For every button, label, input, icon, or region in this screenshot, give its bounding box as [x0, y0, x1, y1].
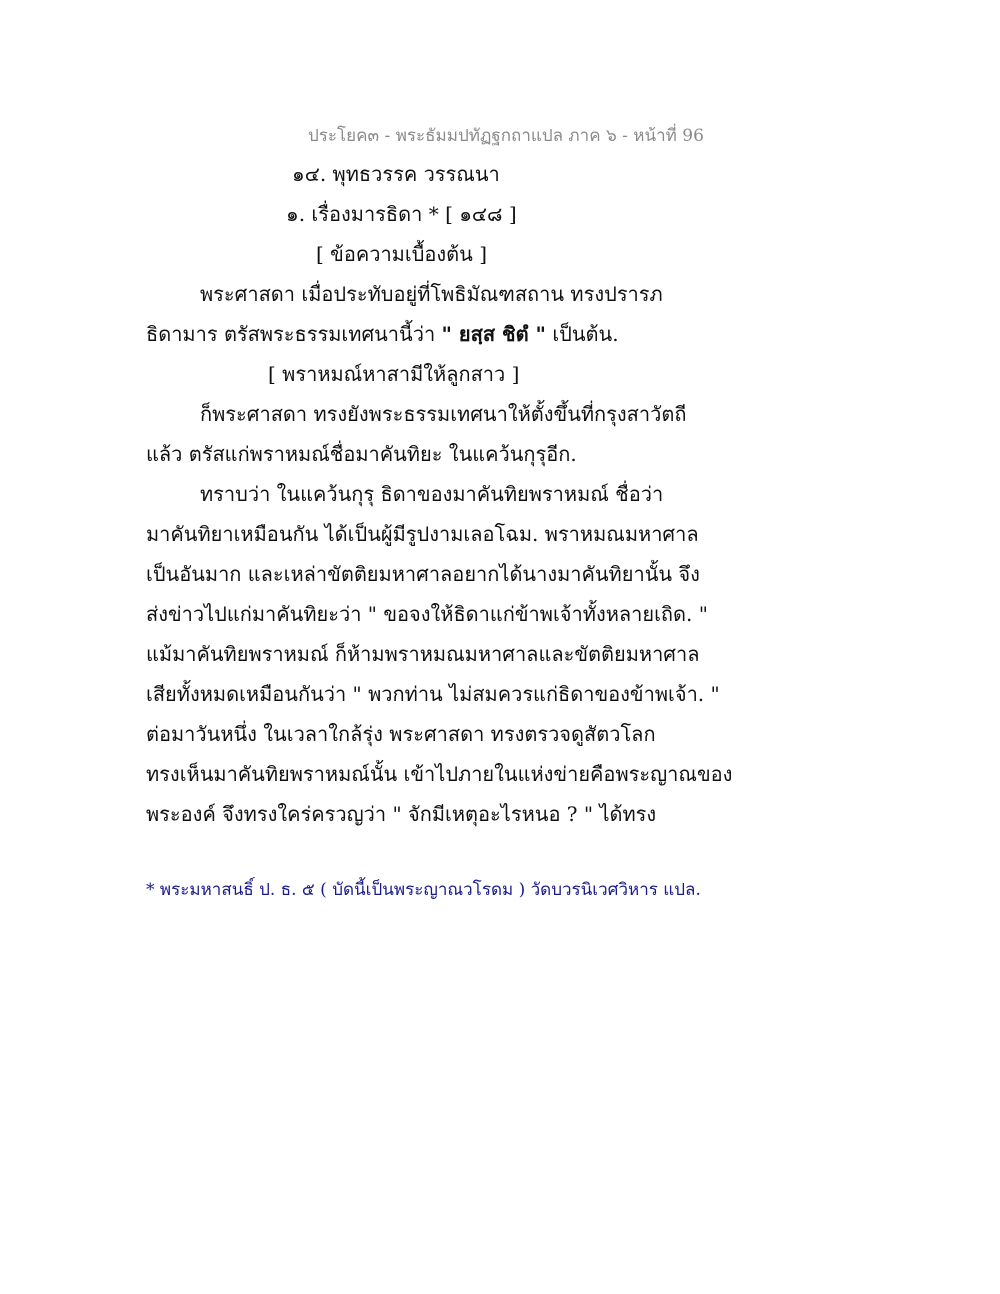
running-header: ประโยค๓ - พระธัมมปทัฏฐกถาแปล ภาค ๖ - หน้าที่ 96 [308, 126, 704, 146]
paragraph-line: แล้ว ตรัสแก่พราหมณ์ชื่อมาคันทิยะ ในแคว้นกุรุอีก. [146, 442, 577, 466]
paragraph-line: ต่อมาวันหนึ่ง ในเวลาใกล้รุ่ง พระศาสดา ทรงตรวจดูสัตวโลก [146, 722, 656, 746]
paragraph-line: พระองค์ จึงทรงใคร่ครวญว่า " จักมีเหตุอะไรหนอ ? " ได้ทรง [146, 802, 657, 826]
pali-quote: " ยสฺส ชิตํ " [441, 322, 546, 346]
section-heading-brahmin: [ พราหมณ์หาสามีให้ลูกสาว ] [268, 362, 520, 386]
paragraph-line: พระศาสดา เมื่อประทับอยู่ที่โพธิมัณฑสถาน ทรงปรารภ [200, 282, 663, 306]
paragraph-line: ทรงเห็นมาคันทิยพราหมณ์นั้น เข้าไปภายในแห่งข่ายคือพระญาณของ [146, 762, 733, 786]
paragraph-line: เป็นอันมาก และเหล่าขัตติยมหาศาลอยากได้นางมาคันทิยานั้น จึง [146, 562, 700, 586]
paragraph-line [146, 320, 619, 348]
paragraph-line: มาคันทิยาเหมือนกัน ได้เป็นผู้มีรูปงามเลอโฉม. พราหมณมหาศาล [146, 522, 699, 546]
paragraph-line: ทราบว่า ในแคว้นกุรุ ธิดาของมาคันทิยพราหมณ์ ชื่อว่า [200, 482, 664, 506]
paragraph-text: ธิดามาร ตรัสพระธรรมเทศนานี้ว่า [146, 322, 442, 346]
paragraph-line: ส่งข่าวไปแก่มาคันทิยะว่า " ขอจงให้ธิดาแก่ข้าพเจ้าทั้งหลายเถิด. " [146, 602, 708, 626]
paragraph-line: แม้มาคันทิยพราหมณ์ ก็ห้ามพราหมณมหาศาลและขัตติยมหาศาล [146, 642, 700, 666]
paragraph-line: ก็พระศาสดา ทรงยังพระธรรมเทศนาให้ตั้งขึ้นที่กรุงสาวัตถี [200, 402, 687, 426]
footnote: * พระมหาสนธิ์ ป. ธ. ๕ ( บัดนี้เป็นพระญาณวโรดม ) วัดบวรนิเวศวิหาร แปล. [146, 880, 701, 900]
story-title: ๑. เรื่องมารธิดา * [ ๑๔๘ ] [286, 202, 517, 226]
paragraph-text: เป็นต้น. [545, 322, 619, 346]
paragraph-line: เสียทั้งหมดเหมือนกันว่า " พวกท่าน ไม่สมควรแก่ธิดาของข้าพเจ้า. " [146, 682, 720, 706]
chapter-title: ๑๔. พุทธวรรค วรรณนา [292, 162, 500, 186]
section-heading-opening: [ ข้อความเบื้องต้น ] [316, 242, 487, 266]
